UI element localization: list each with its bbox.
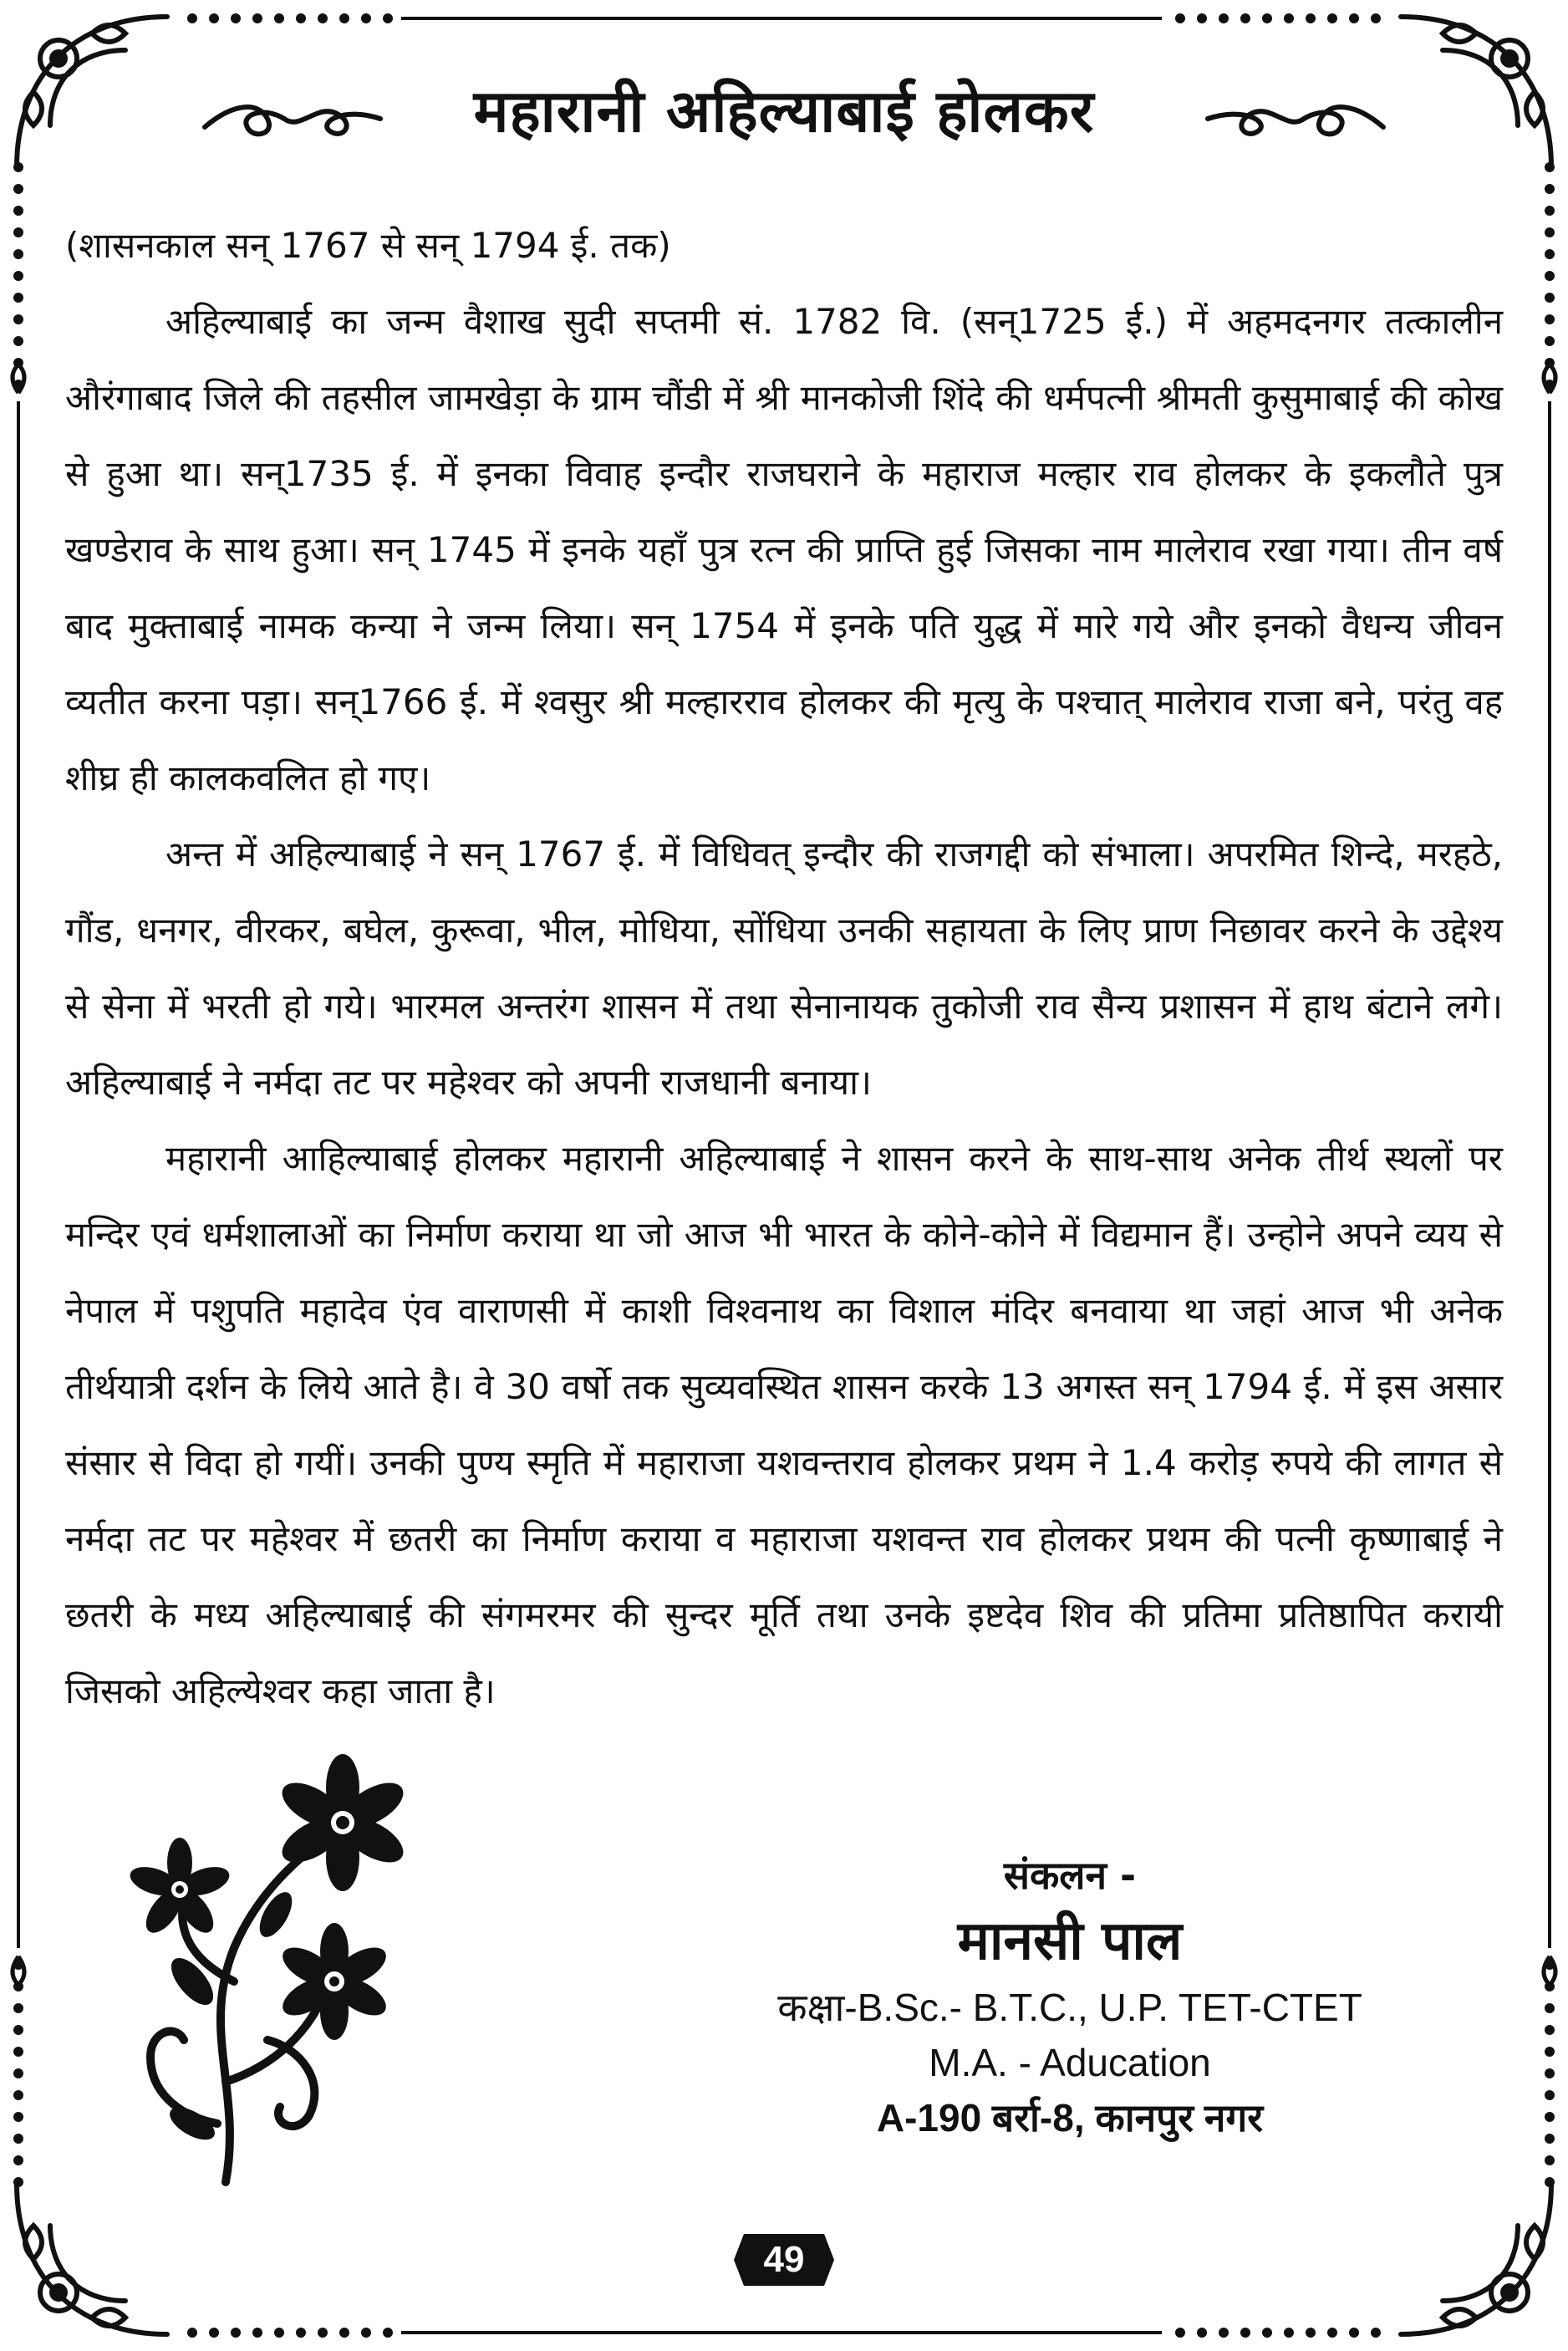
left-top-dots xyxy=(13,162,23,390)
author-address: A-190 बर्रा-8, कानपुर नगर xyxy=(876,2096,1264,2139)
bottom-right-dots xyxy=(1175,2328,1381,2338)
left-bottom-dots xyxy=(13,1960,23,2187)
floral-illustration xyxy=(100,1731,451,2199)
page-number-badge xyxy=(732,2231,836,2289)
top-left-dots xyxy=(187,13,393,23)
corner-ornament-bottom-left xyxy=(17,2184,167,2334)
author-class: कक्षा-B.Sc.- B.T.C., U.P. TET-CTET xyxy=(777,1986,1362,2029)
page-number: 49 xyxy=(763,2239,805,2280)
right-bottom-dots xyxy=(1545,1960,1555,2187)
page-title: महारानी अहिल्याबाई होलकर xyxy=(473,77,1095,145)
corner-ornament-bottom-right xyxy=(1401,2184,1551,2334)
top-right-dots xyxy=(1175,13,1381,23)
reign-period: (शासनकाल सन् 1767 से सन् 1794 ई. तक) xyxy=(65,225,671,266)
paragraph-1: अहिल्याबाई का जन्म वैशाख सुदी सप्तमी सं. 1782 वि. (सन्1725 ई.) में अहमदनगर तत्कालीन औरंगाबाद जिले की तहसील जामखेड़ा के ग्राम चौंडी में श्री मानकोजी शिंदे की धर्मपत्नी श्रीमती कुसुमाबाई की कोख से हुआ था। सन्1735 ई. में इनका विवाह इन्दौर राजघराने के महाराज मल्हार राव होलकर के इकलौते पुत्र खण्डेराव के साथ हुआ। सन् 1745 में इनके यहाँ पुत्र रत्न की प्राप्ति हुई जिसका नाम मालेराव रखा गया। तीन वर्ष बाद मुक्ताबाई नामक कन्या ने जन्म लिया। सन् 1754 में इनके पति युद्ध में मारे गये और इनको वैधन्य जीवन व्यतीत करना पड़ा। सन्1766 ई. में श्वसुर श्री मल्हारराव होलकर की मृत्यु के पश्चात् मालेराव राजा बने, परंतु वह शीघ्र ही कालकवलित हो गए। xyxy=(65,301,1503,798)
article-body xyxy=(65,207,1503,1729)
right-top-dots xyxy=(1545,162,1555,390)
author-degree: M.A. - Aducation xyxy=(929,2041,1211,2084)
author-name: मानसी पाल xyxy=(957,1910,1183,1972)
credit-block xyxy=(635,1848,1504,2145)
paragraph-3: महारानी आहिल्याबाई होलकर महारानी अहिल्याबाई ने शासन करने के साथ-साथ अनेक तीर्थ स्थलों पर मन्दिर एवं धर्मशालाओं का निर्माण कराया था जो आज भी भारत के कोने-कोने में विद्यमान हैं। उन्होने अपने व्यय से नेपाल में पशुपति महादेव एंव वाराणसी में काशी विश्वनाथ का विशाल मंदिर बनवाया था जहां आज भी अनेक तीर्थयात्री दर्शन के लिये आते है। वे 30 वर्षो तक सुव्यवस्थित शासन करके 13 अगस्त सन् 1794 ई. में इस असार संसार से विदा हो गयीं। उनकी पुण्य स्मृति में महाराजा यशवन्तराव होलकर प्रथम ने 1.4 करोड़ रुपये की लागत से नर्मदा तट पर महेश्वर में छतरी का निर्माण कराया व महाराजा यशवन्त राव होलकर प्रथम की पत्नी कृष्णाबाई ने छतरी के मध्य अहिल्याबाई की संगमरमर की सुन्दर मूर्ति तथा उनके इष्टदेव शिव की प्रतिमा प्रतिष्ठापित करायी जिसको अहिल्येश्वर कहा जाता है। xyxy=(65,1138,1503,1711)
bottom-left-dots xyxy=(187,2328,393,2338)
paragraph-2: अन्त में अहिल्याबाई ने सन् 1767 ई. में विधिवत् इन्दौर की राजगद्दी को संभाला। अपरमित शिन्दे, मरहठे, गौंड, धनगर, वीरकर, बघेल, कुरूवा, भील, मोधिया, सोंधिया उनकी सहायता के लिए प्राण निछावर करने के उद्देश्य से सेना में भरती हो गये। भारमल अन्तरंग शासन में तथा सेनानायक तुकोजी राव सैन्य प्रशासन में हाथ बंटाने लगे। अहिल्याबाई ने नर्मदा तट पर महेश्वर को अपनी राजधानी बनाया। xyxy=(65,834,1503,1103)
compiled-by-label: संकलन - xyxy=(1003,1853,1137,1898)
